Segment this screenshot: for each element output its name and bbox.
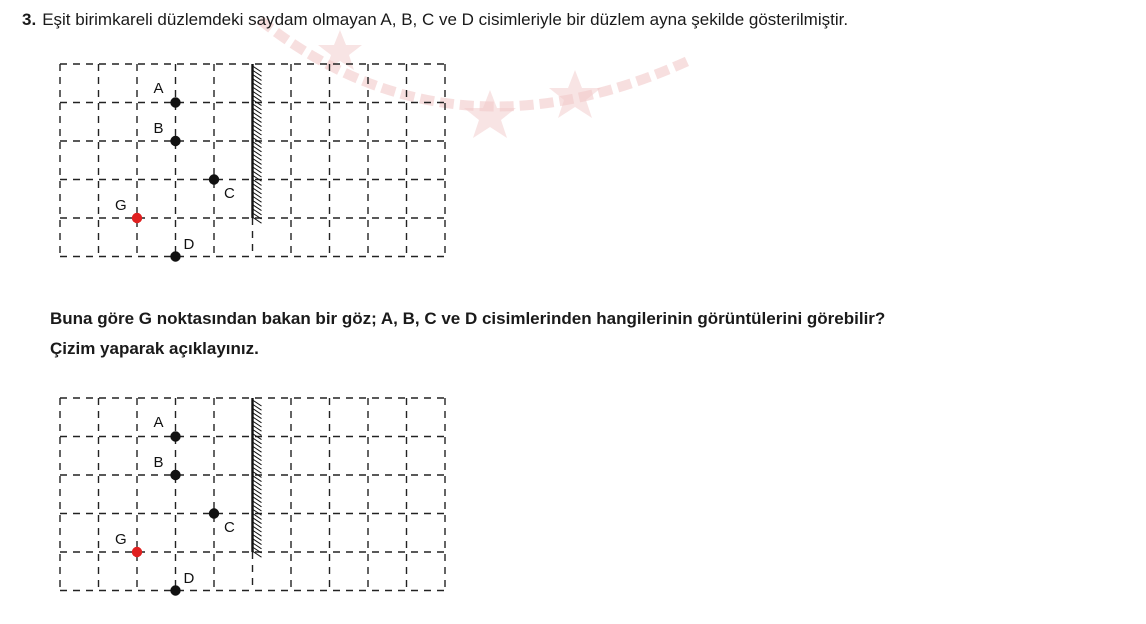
prompt-line-1: Buna göre G noktasından bakan bir göz; A, B, C ve D cisimlerinden hangilerinin görüntülerini görebilir? — [50, 309, 886, 328]
point-g — [132, 547, 142, 557]
grid-svg — [56, 394, 451, 597]
point-c — [209, 508, 219, 518]
point-a — [170, 97, 180, 107]
point-a — [170, 431, 180, 441]
point-label-c: C — [224, 518, 235, 536]
point-d — [170, 251, 180, 261]
grid-diagram-answer[interactable] — [56, 394, 448, 608]
prompt-line-2: Çizim yaparak açıklayınız. — [50, 339, 259, 358]
point-label-d: D — [183, 235, 195, 253]
question-number: 3. — [22, 10, 37, 29]
question-text: Eşit birimkareli düzlemdeki saydam olmayan A, B, C ve D cisimleriyle bir düzlem ayna şekilde gösterilmiştir. — [42, 10, 849, 29]
point-label-a: A — [153, 79, 164, 97]
point-label-g: G — [115, 197, 127, 214]
plane-mirror — [253, 64, 262, 223]
point-b — [170, 136, 180, 146]
point-d — [170, 585, 180, 595]
point-label-b: B — [153, 120, 164, 137]
point-b — [170, 470, 180, 480]
grid-diagram-top — [56, 60, 448, 274]
point-label-c: C — [224, 184, 235, 202]
grid-svg — [56, 60, 451, 263]
point-c — [209, 174, 219, 184]
question-text-line — [22, 10, 848, 30]
point-label-g: G — [115, 531, 127, 548]
plane-mirror — [253, 398, 262, 557]
point-g — [132, 213, 142, 223]
point-label-d: D — [183, 569, 195, 587]
point-label-b: B — [153, 454, 164, 471]
prompt-text — [50, 304, 885, 364]
point-label-a: A — [153, 413, 164, 431]
